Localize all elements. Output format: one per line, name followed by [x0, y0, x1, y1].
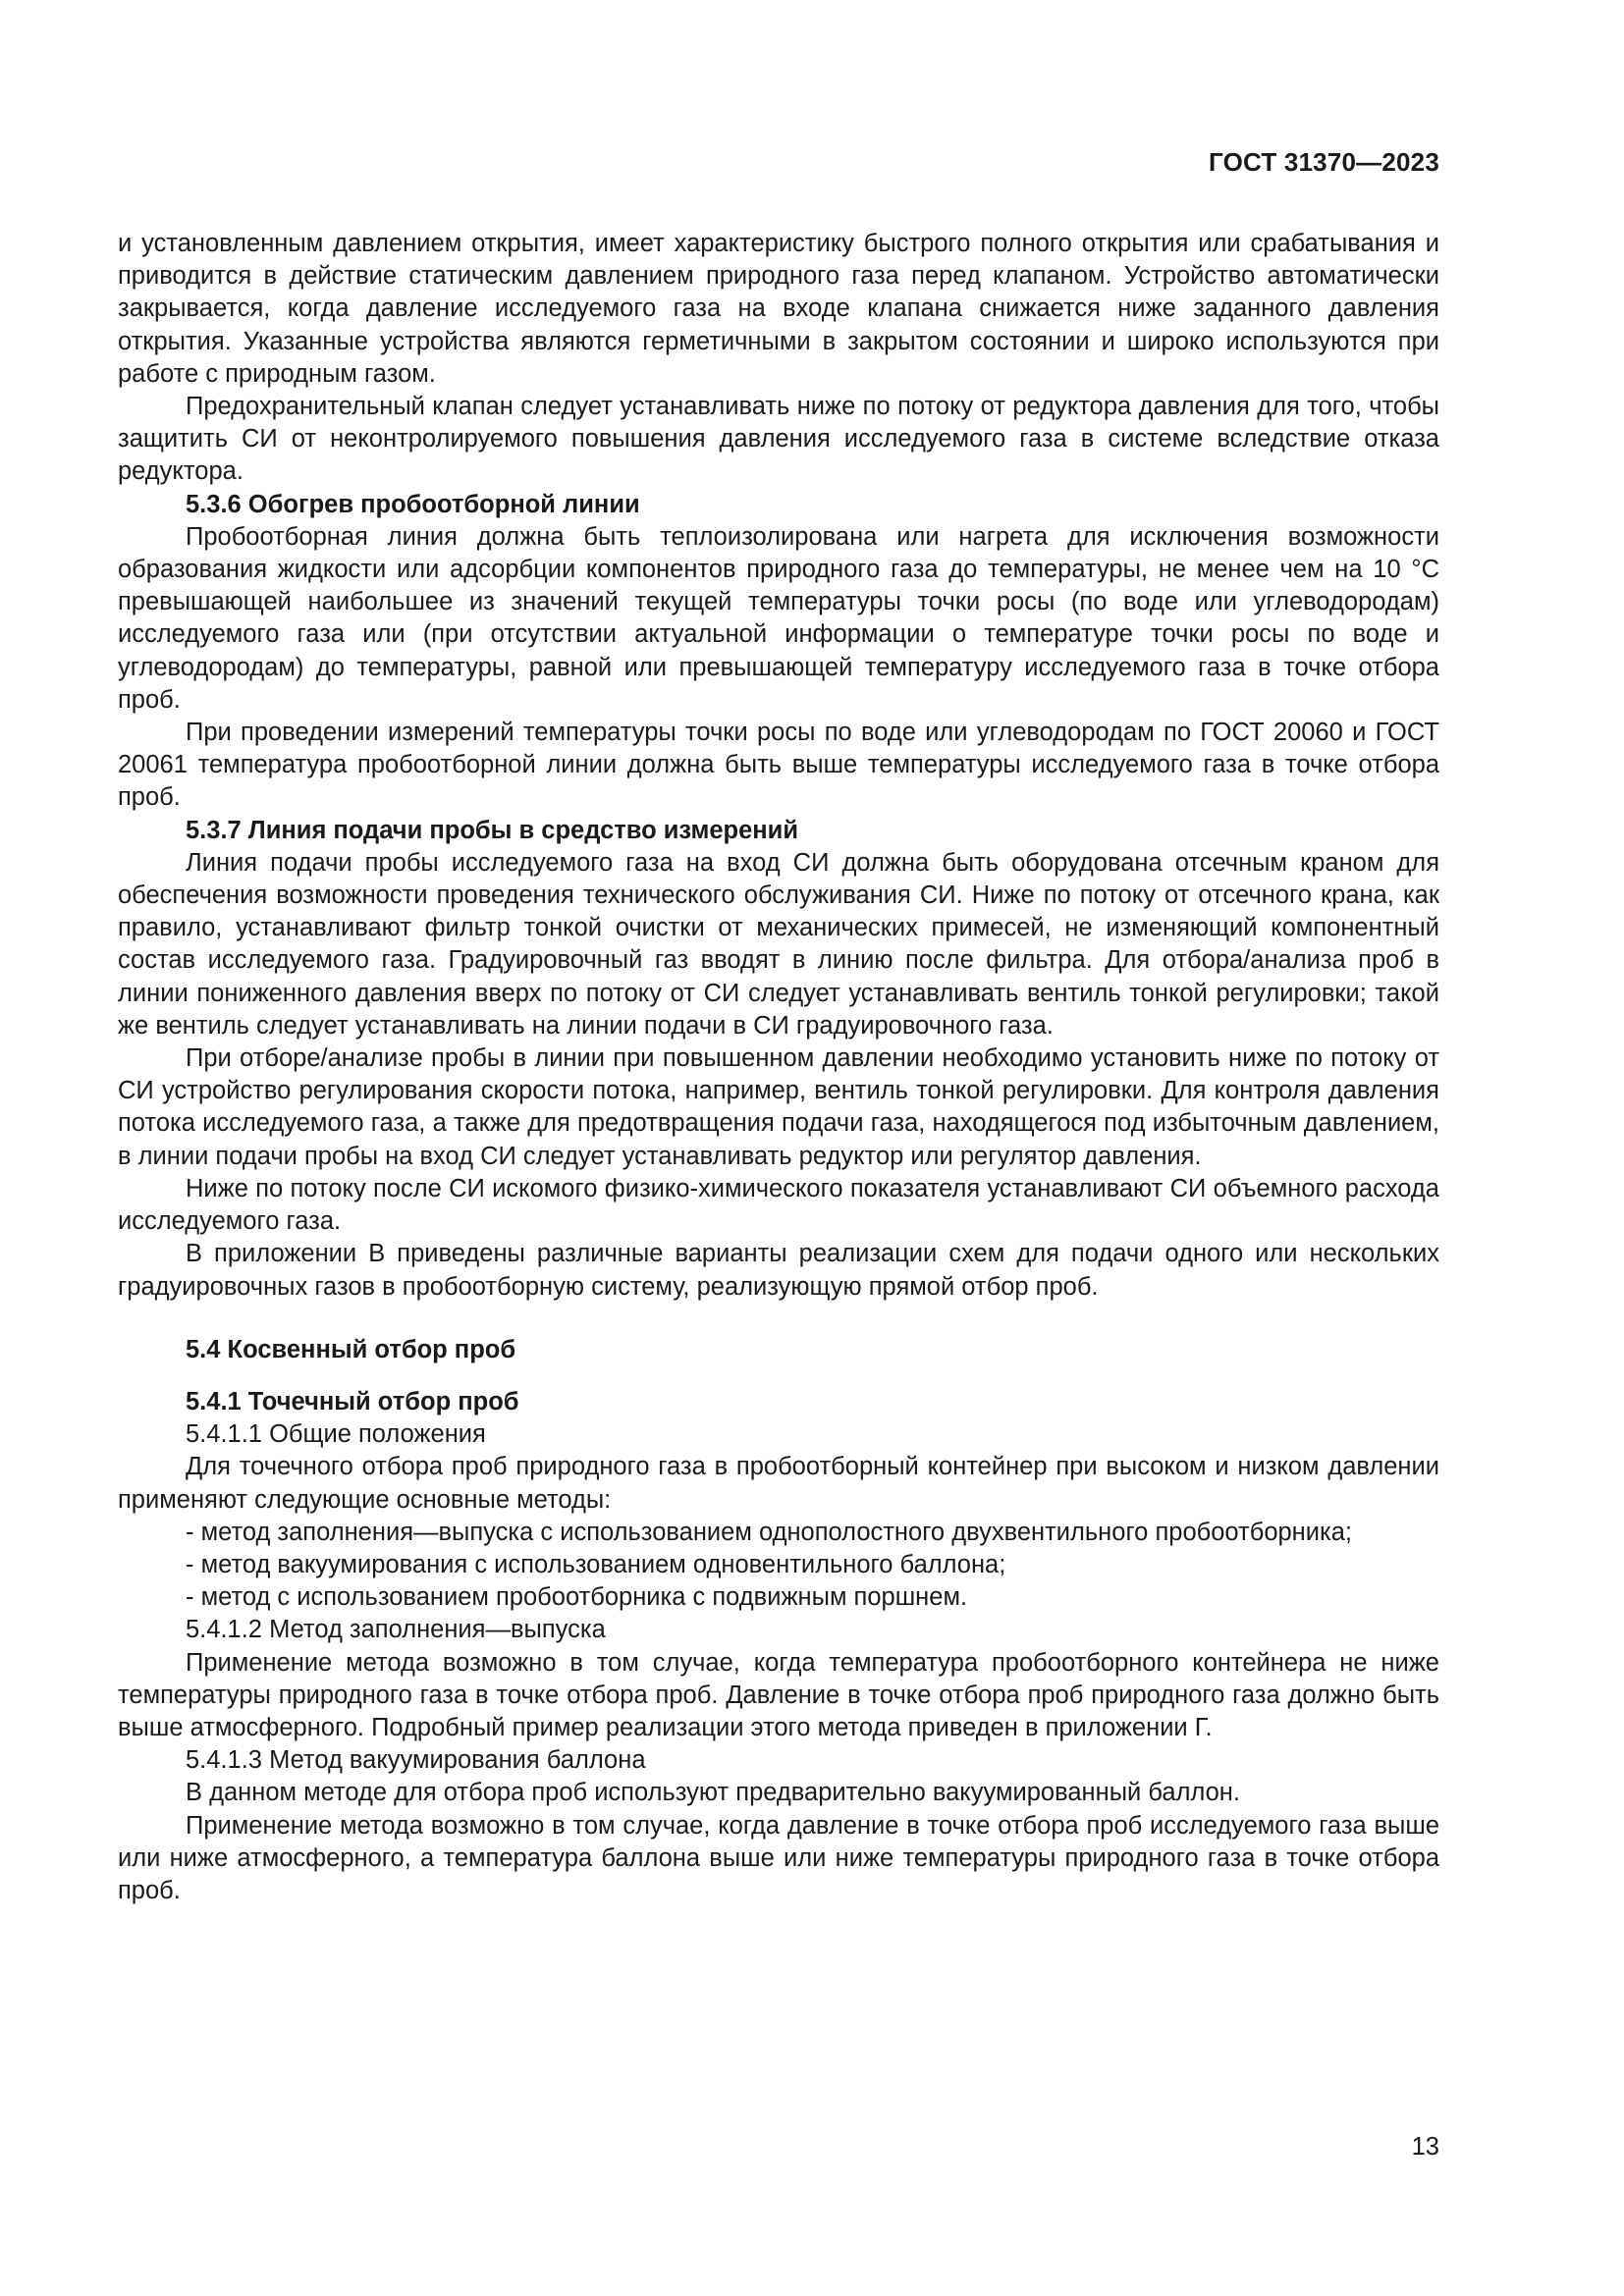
- subsection-heading-5-4-1-2: 5.4.1.2 Метод заполнения—выпуска: [186, 1616, 606, 1644]
- section-heading-5-3-6: 5.3.6 Обогрев пробоотборной линии: [186, 490, 640, 518]
- paragraph: В данном методе для отбора проб используют предварительно вакуумированный баллон.: [186, 1779, 1240, 1807]
- paragraph: Линия подачи пробы исследуемого газа на вход СИ должна быть оборудована отсечным краном для обеспечения возможности проведения технического обслуживания СИ. Ниже по потоку от отсечного крана, как правило, устанавливают фильтр тонкой очистки от механических примесей, не изменяющий компонентный состав исследуемого газа. Градуировочный газ вводят в линию после фильтра. Для отбора/анализа проб в линии пониженного давления вверх по потоку от СИ следует устанавливать вентиль тонкой регулировки; такой же вентиль следует устанавливать на линии подачи в СИ градуировочного газа.: [118, 848, 1439, 1040]
- paragraph: Пробоотборная линия должна быть теплоизолирована или нагрета для исключения возможности образования жидкости или адсорбции компонентов природного газа до температуры, не менее чем на 10 °С превышающей наибольшее из значений текущей температуры точки росы (по воде или углеводородам) исследуемого газа или (при отсутствии актуальной информации о температуре точки росы по воде и углеводородам) до температуры, равной или превышающей температуру исследуемого газа в точке отбора проб.: [118, 522, 1439, 714]
- page-number: 13: [1411, 2133, 1439, 2161]
- section-heading-5-4: 5.4 Косвенный отбор проб: [186, 1335, 516, 1363]
- paragraph: При проведении измерений температуры точки росы по воде или углеводородам по ГОСТ 20060 и ГОСТ 20061 температура пробоотборной линии должна быть выше температуры исследуемого газа в точке отбора проб.: [118, 719, 1439, 812]
- paragraph: Предохранительный клапан следует устанавливать ниже по потоку от редуктора давления для того, чтобы защитить СИ от неконтролируемого повышения давления исследуемого газа в системе вследствие отказа редуктора.: [118, 393, 1439, 486]
- paragraph: Применение метода возможно в том случае, когда давление в точке отбора проб исследуемого газа выше или ниже атмосферного, а температура баллона выше или ниже температуры природного газа в точке отбора проб.: [118, 1811, 1439, 1904]
- list-item: - метод с использованием пробоотборника с подвижным поршнем.: [186, 1583, 968, 1612]
- paragraph-continuation: и установленным давлением открытия, имеет характеристику быстрого полного открытия или срабатывания и приводится в действие статическим давлением природного газа перед клапаном. Устройство автоматически закрывается, когда давление исследуемого газа на входе клапана снижается ниже заданного давления открытия. Указанные устройства являются герметичными в закрытом состоянии и широко используются при работе с природным газом.: [118, 230, 1439, 388]
- document-header: ГОСТ 31370—2023: [1209, 147, 1439, 177]
- paragraph: Применение метода возможно в том случае, когда температура пробоотборного контейнера не ниже температуры природного газа в точке отбора проб. Давление в точке отбора проб природного газа должно быть выше атмосферного. Подробный пример реализации этого метода приведен в приложении Г.: [118, 1648, 1439, 1741]
- paragraph: Для точечного отбора проб природного газа в пробоотборный контейнер при высоком и низком давлении применяют следующие основные методы:: [118, 1453, 1439, 1514]
- paragraph: Ниже по потоку после СИ искомого физико-химического показателя устанавливают СИ объемного расхода исследуемого газа.: [118, 1174, 1439, 1236]
- section-heading-5-4-1: 5.4.1 Точечный отбор проб: [186, 1387, 519, 1415]
- subsection-heading-5-4-1-3: 5.4.1.3 Метод вакуумирования баллона: [186, 1746, 646, 1775]
- paragraph: В приложении В приведены различные варианты реализации схем для подачи одного или нескольких градуировочных газов в пробоотборную систему, реализующую прямой отбор проб.: [118, 1240, 1439, 1301]
- list-item: - метод вакуумирования с использованием одновентильного баллона;: [186, 1550, 1006, 1578]
- document-body: [118, 228, 1439, 1907]
- section-heading-5-3-7: 5.3.7 Линия подачи пробы в средство измерений: [186, 816, 799, 844]
- list-item: - метод заполнения—выпуска с использованием однополостного двухвентильного пробоотборника;: [186, 1518, 1352, 1546]
- subsection-heading-5-4-1-1: 5.4.1.1 Общие положения: [186, 1420, 486, 1449]
- paragraph: При отборе/анализе пробы в линии при повышенном давлении необходимо установить ниже по потоку от СИ устройство регулирования скорости потока, например, вентиль тонкой регулировки. Для контроля давления потока исследуемого газа, а также для предотвращения подачи газа, находящегося под избыточным давлением, в линии подачи пробы на вход СИ следует устанавливать редуктор или регулятор давления.: [118, 1044, 1439, 1170]
